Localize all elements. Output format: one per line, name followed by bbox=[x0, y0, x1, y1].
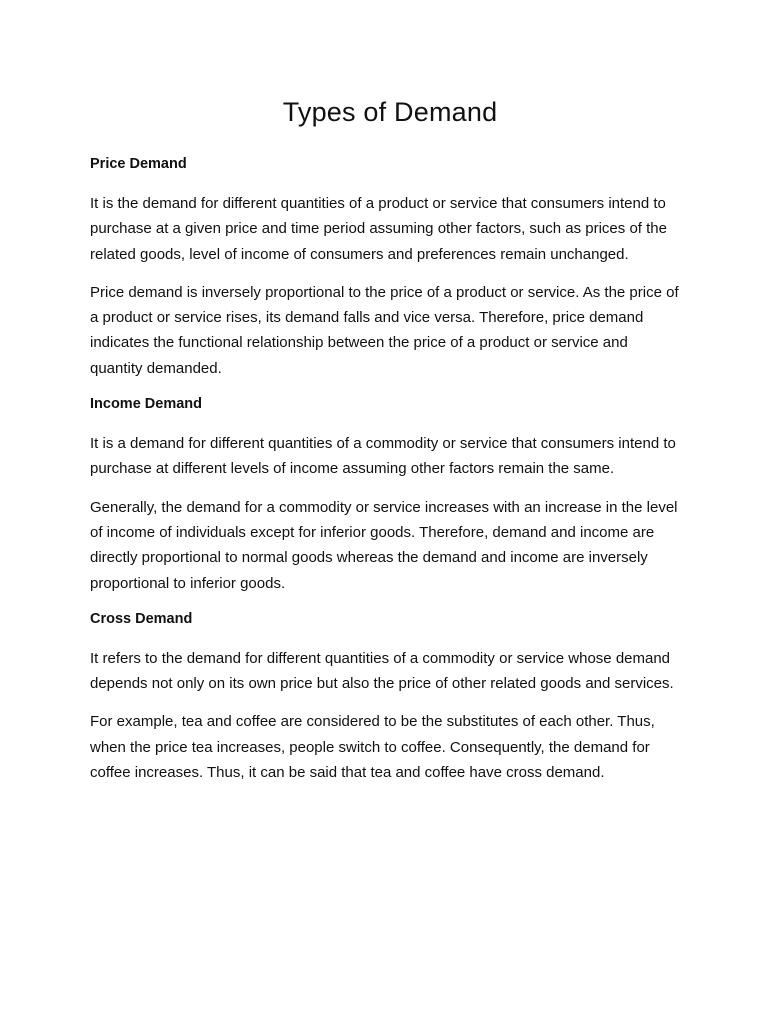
section-cross-demand bbox=[90, 609, 690, 785]
paragraph: It is a demand for different quantities of a commodity or service that consumers intend to purchase at different levels of income assuming other factors remain the same. bbox=[90, 435, 676, 478]
page-title: Types of Demand bbox=[282, 97, 498, 127]
paragraph: Generally, the demand for a commodity or service increases with an increase in the level of income of individuals except for inferior goods. Therefore, demand and income are directly proportional to normal goods whereas the demand and income are inversely proportional to inferior goods. bbox=[90, 498, 678, 592]
section-price-demand bbox=[90, 154, 690, 381]
paragraph: It refers to the demand for different quantities of a commodity or service whose demand depends not only on its own price but also the price of other related goods and services. bbox=[90, 649, 674, 693]
paragraph: For example, tea and coffee are considered to be the substitutes of each other. Thus, when the price tea increases, people switch to coffee. Consequently, the demand for coffee increases. Thus, it can be said that tea and coffee have cross demand. bbox=[90, 713, 655, 782]
document-page bbox=[90, 93, 690, 798]
paragraph: Price demand is inversely proportional to the price of a product or service. As the price of a product or service rises, its demand falls and vice versa. Therefore, price demand indicates the functional relationship between the price of a product or service and quantity demanded. bbox=[90, 283, 679, 377]
paragraph: It is the demand for different quantities of a product or service that consumers intend to purchase at a given price and time period assuming other factors, such as prices of the related goods, level of income of consumers and preferences remain unchanged. bbox=[90, 195, 667, 263]
section-heading: Cross Demand bbox=[90, 610, 193, 627]
section-heading: Income Demand bbox=[90, 396, 202, 413]
section-heading: Price Demand bbox=[90, 156, 187, 172]
section-income-demand bbox=[90, 394, 690, 596]
